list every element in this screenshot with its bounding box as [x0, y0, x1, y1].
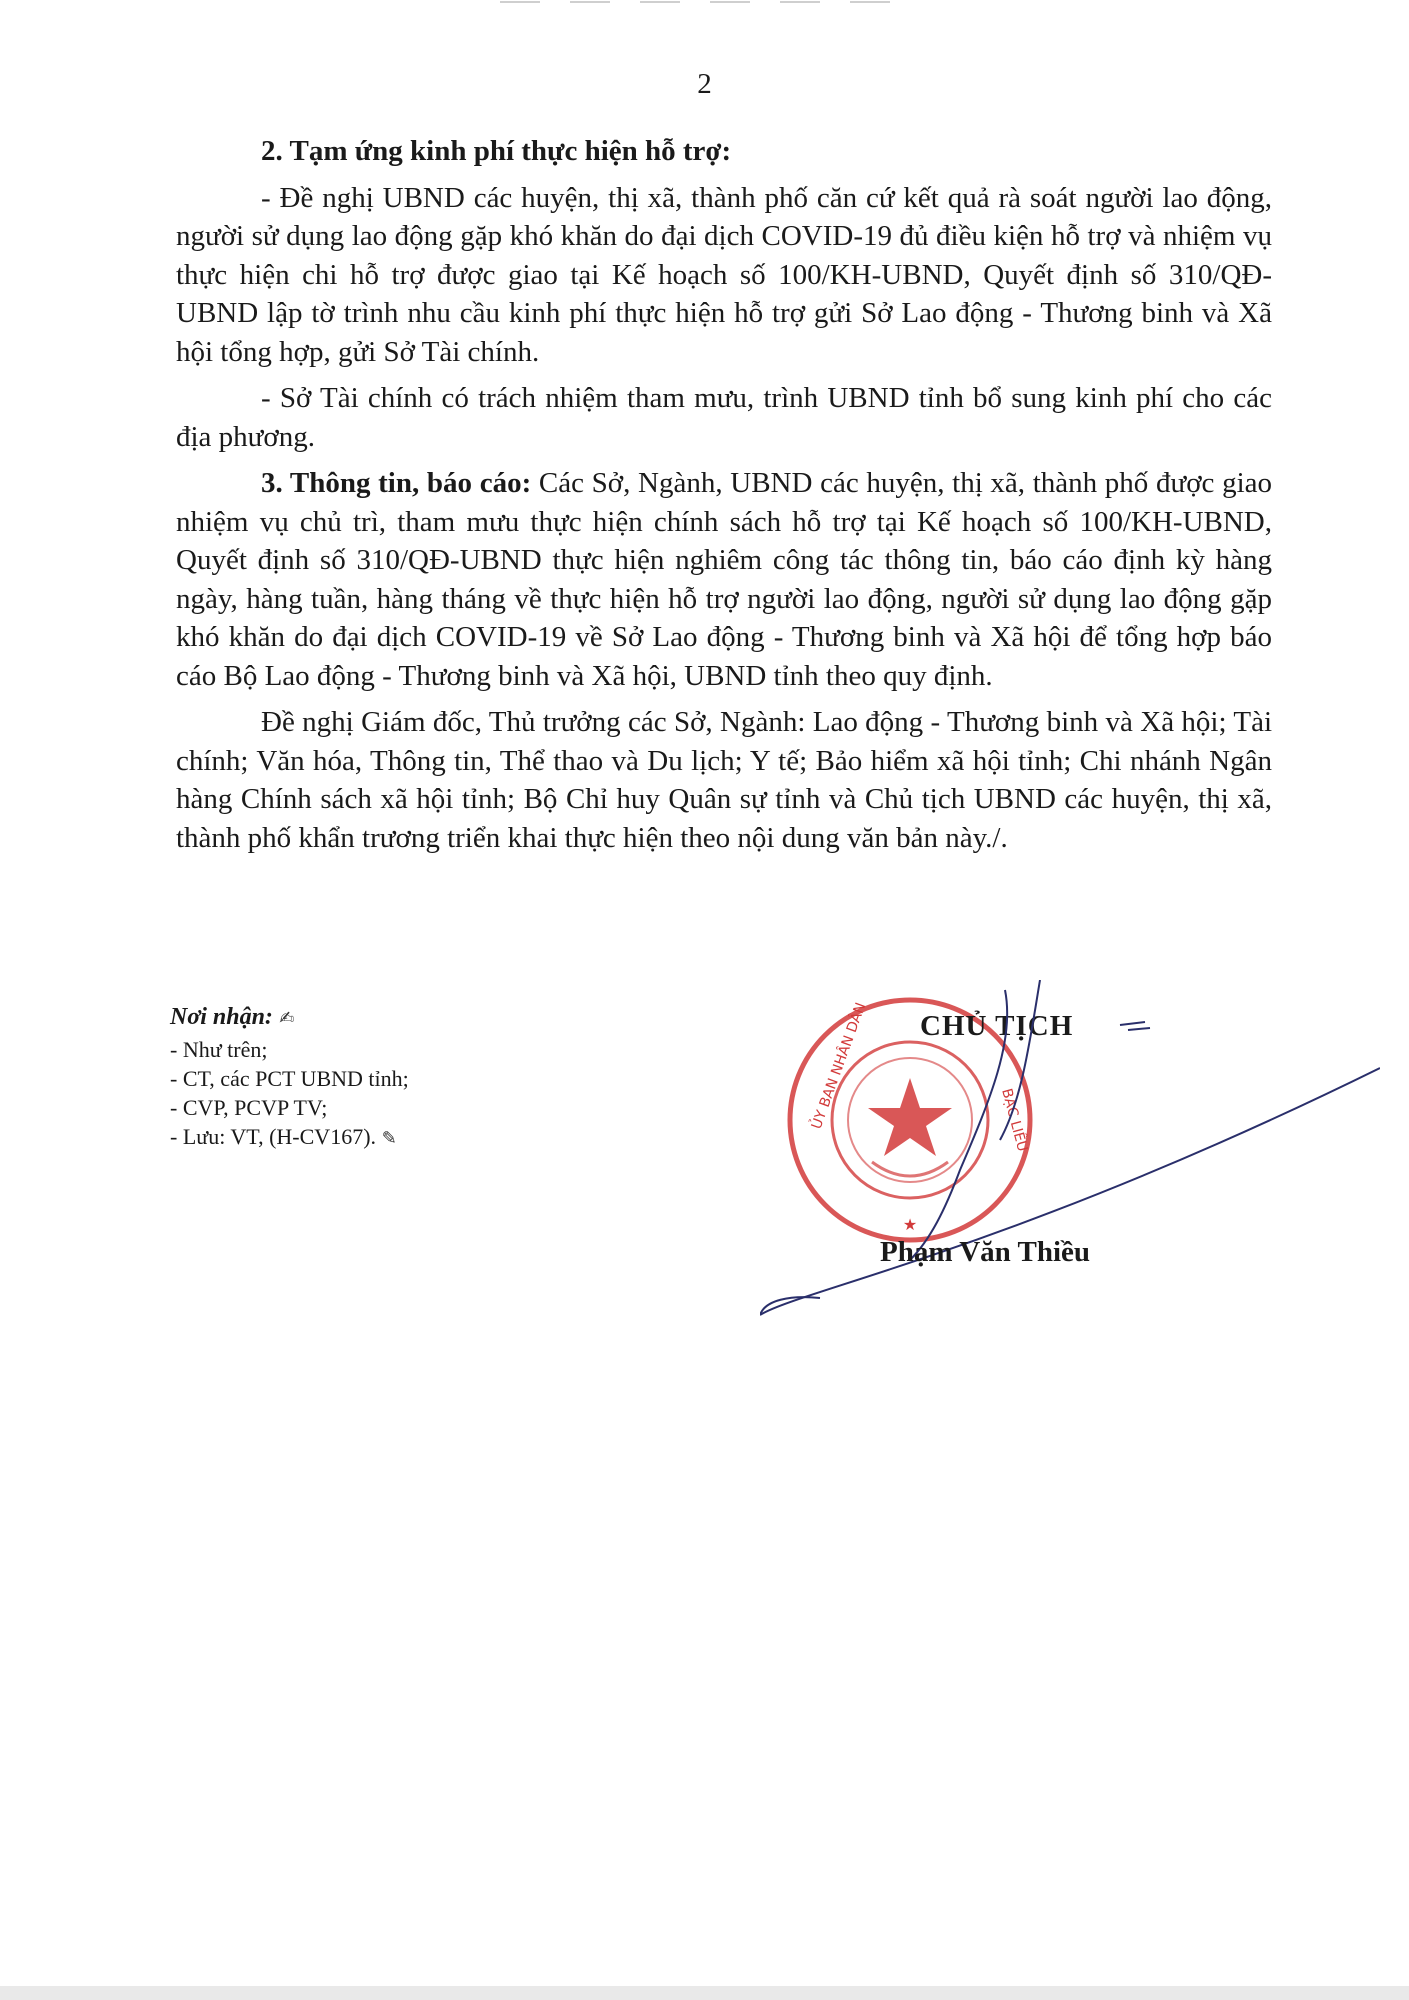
section-2-heading: 2. Tạm ứng kinh phí thực hiện hỗ trợ: — [261, 135, 732, 167]
scan-top-artifact — [480, 0, 940, 8]
handwritten-mark-icon: ✍ — [272, 1008, 295, 1029]
section-2-paragraph-b: - Sở Tài chính có trách nhiệm tham mưu, trình UBND tỉnh bổ sung kinh phí cho các địa phương. — [176, 382, 1272, 453]
closing-paragraph: Đề nghị Giám đốc, Thủ trưởng các Sở, Ngành: Lao động - Thương binh và Xã hội; Tài chính; Văn hóa, Thông tin, Thể thao và Du lịch; Y tế; Bảo hiểm xã hội tỉnh; Chi nhánh Ngân hàng Chính sách xã hội tỉnh; Bộ Chỉ huy Quân sự tỉnh và Chủ tịch UBND các huyện, thị xã, thành phố khẩn trương triển khai thực hiện theo nội dung văn bản này./. — [176, 706, 1272, 854]
document-body — [176, 132, 1272, 865]
section-3-heading: 3. Thông tin, báo cáo: — [261, 467, 532, 499]
page-number: 2 — [697, 68, 712, 100]
scan-bottom-edge — [0, 1986, 1409, 2000]
recipients-block — [170, 1003, 409, 1153]
svg-text:★: ★ — [902, 1215, 918, 1234]
signature-block — [760, 980, 1380, 1320]
handwritten-initial-icon: ✎ — [376, 1128, 397, 1149]
recipient-item: - CVP, PCVP TV; — [170, 1095, 328, 1120]
signer-name: Phạm Văn Thiều — [880, 1236, 1091, 1268]
recipient-item: - CT, các PCT UBND tỉnh; — [170, 1066, 409, 1091]
recipient-item: - Như trên; — [170, 1037, 268, 1062]
svg-text:ỦY BAN NHÂN DÂN: ỦY BAN NHÂN DÂN — [808, 1000, 870, 1132]
handwritten-signature-icon — [760, 980, 1380, 1320]
section-3-text: Các Sở, Ngành, UBND các huyện, thị xã, thành phố được giao nhiệm vụ chủ trì, tham mưu thực hiện chính sách hỗ trợ tại Kế hoạch số 100/KH-UBND, Quyết định số 310/QĐ-UBND thực hiện nghiêm công tác thông tin, báo cáo định kỳ hàng ngày, hàng tuần, hàng tháng về thực hiện hỗ trợ người lao động, người sử dụng lao động gặp khó khăn do đại dịch COVID-19 về Sở Lao động - Thương binh và Xã hội để tổng hợp báo cáo Bộ Lao động - Thương binh và Xã hội, UBND tỉnh theo quy định. — [176, 467, 1272, 692]
section-3-paragraph — [176, 464, 1272, 695]
recipient-item: - Lưu: VT, (H-CV167). ✎ — [170, 1124, 397, 1149]
recipients-title: Nơi nhận: ✍ — [170, 1004, 295, 1030]
signer-title: CHỦ TỊCH — [920, 1010, 1074, 1042]
svg-text:BẠC LIÊU: BẠC LIÊU — [998, 1086, 1031, 1154]
section-2-paragraph-a: - Đề nghị UBND các huyện, thị xã, thành phố căn cứ kết quả rà soát người lao động, người sử dụng lao động gặp khó khăn do đại dịch COVID-19 đủ điều kiện hỗ trợ và nhiệm vụ thực hiện chi hỗ trợ được giao tại Kế hoạch số 100/KH-UBND, Quyết định số 310/QĐ-UBND lập tờ trình nhu cầu kinh phí thực hiện hỗ trợ gửi Sở Lao động - Thương binh và Xã hội tổng hợp, gửi Sở Tài chính. — [176, 181, 1272, 368]
